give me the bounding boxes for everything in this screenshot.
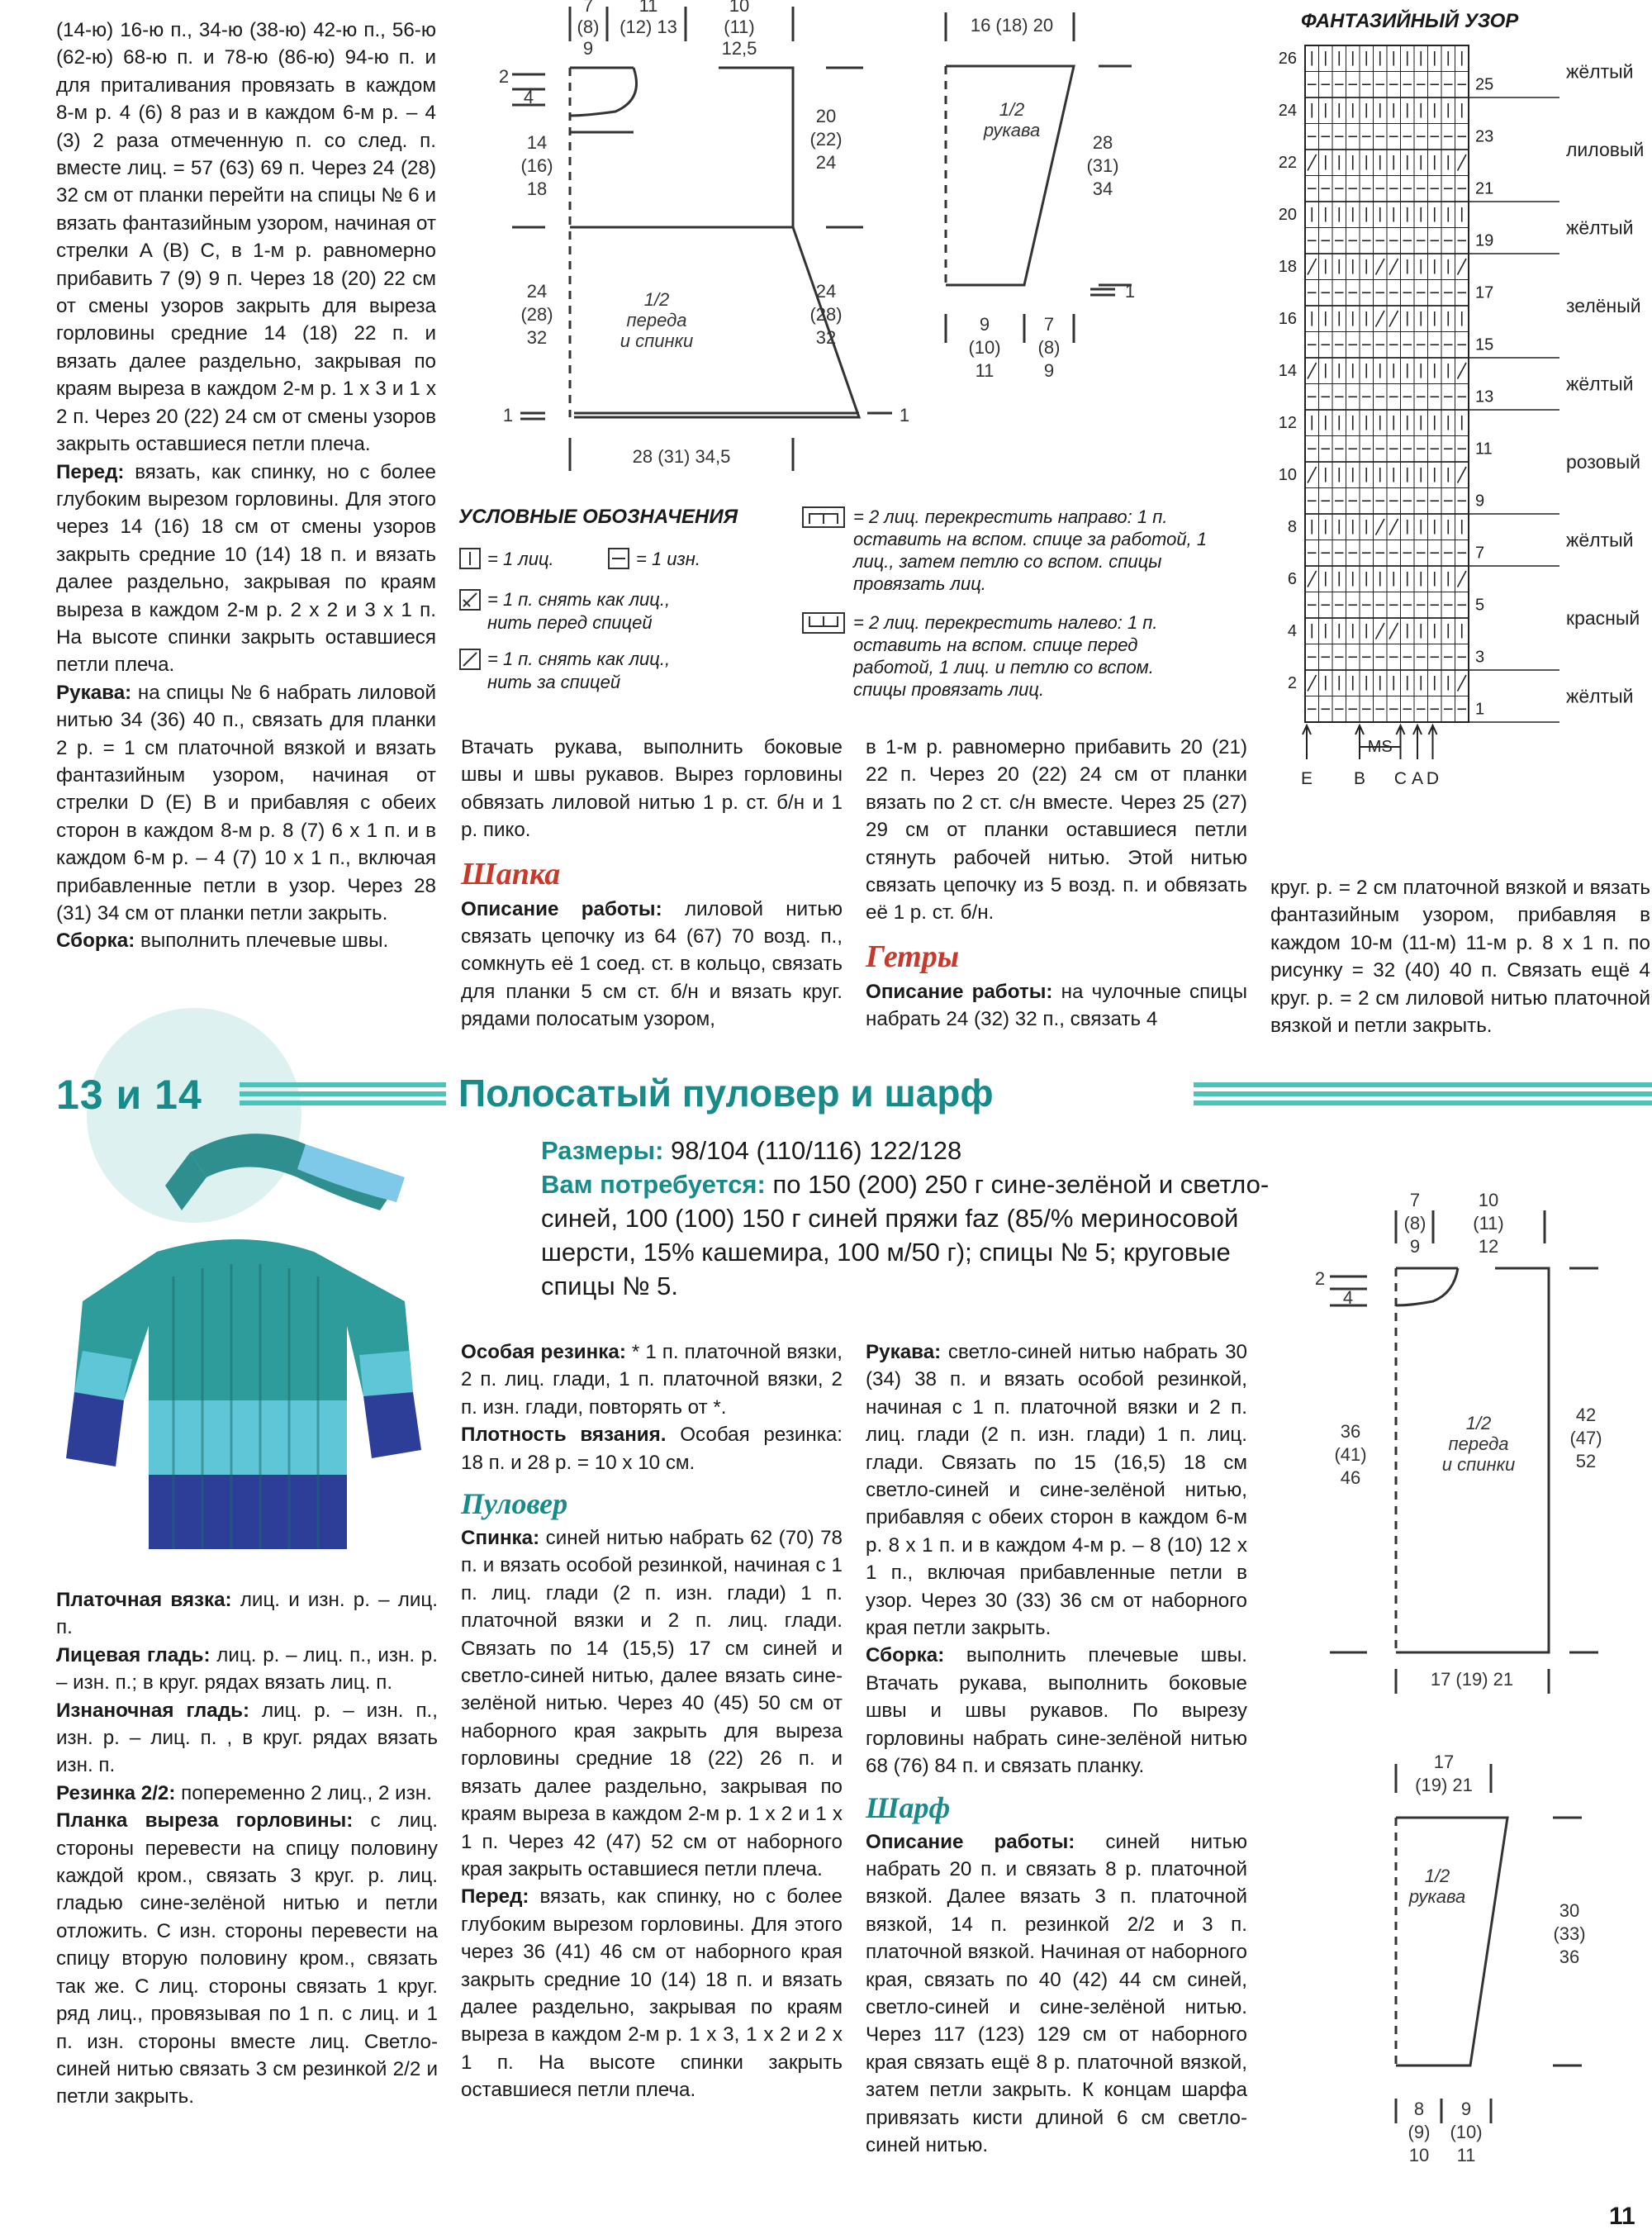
- dim-label: 9: [1043, 360, 1055, 381]
- dim-label: (8): [1403, 1213, 1427, 1234]
- dim-label: 7: [1043, 314, 1055, 335]
- knit-symbol-icon: [458, 547, 482, 570]
- row-number: 20: [1278, 206, 1297, 225]
- materials-label: Вам потребуется:: [541, 1170, 766, 1199]
- dim-label: (10): [1450, 2122, 1483, 2142]
- legend-knit: = 1 лиц.: [487, 549, 554, 569]
- diagram-front-back-2: [1305, 1190, 1652, 1702]
- piece-label: переда: [626, 310, 687, 330]
- dim-label: 42: [1575, 1405, 1597, 1425]
- row-number: 18: [1278, 258, 1297, 277]
- piece-label: 1/2: [643, 289, 670, 310]
- slip-back-symbol-icon: [458, 648, 482, 671]
- row-number: 22: [1278, 154, 1297, 173]
- dim-label: 30: [1559, 1900, 1580, 1921]
- piece-label: переда: [1448, 1433, 1509, 1454]
- dim-label: 17 (19) 21: [1430, 1669, 1514, 1690]
- dim-label: (8): [577, 17, 600, 37]
- stripe-color-label: жёлтый: [1566, 60, 1634, 83]
- arrow-label: C: [1393, 769, 1408, 788]
- row-number: 17: [1475, 283, 1494, 302]
- row-number: 26: [1278, 50, 1297, 69]
- stripe-color-label: жёлтый: [1566, 216, 1634, 239]
- dim-label: 7: [1409, 1190, 1421, 1210]
- diagram-sleeve-2: [1371, 1752, 1652, 2165]
- row-number: 15: [1475, 335, 1494, 354]
- teal-stripe-left: [240, 1082, 446, 1105]
- repeat-label: MS: [1367, 738, 1393, 756]
- chart-title: ФАНТАЗИЙНЫЙ УЗОР: [1301, 10, 1519, 32]
- dim-label: 11: [638, 0, 658, 16]
- materials-info: [541, 1134, 1284, 1303]
- dim-label: 11: [1456, 2145, 1476, 2165]
- paragraph: Резинка 2/2: попеременно 2 лиц., 2 изн.: [56, 1781, 432, 1804]
- stripe-color-label: красный: [1566, 607, 1640, 629]
- paragraph: Перед: вязать, как спинку, но с более глубоким вырезом горловины. Для этого через 36 (41) 46 см от наборного края закрыть средние 10 (14) 18 п. и вязать далее раздельно, закрывая по краям выреза в каждом 2-м р. 1 x 3, 1 x 2 и 2 x 1 п. На высоте спинки закрыть оставшиеся петли плеча.: [461, 1885, 843, 2102]
- dim-label: (28): [520, 304, 553, 325]
- dim-label: 28 (31) 34,5: [632, 446, 731, 467]
- legend-slip-front: = 1 п. снять как лиц., нить перед спицей: [487, 589, 671, 633]
- diagram-front-back-1: [487, 0, 910, 487]
- arrow-label: B: [1353, 769, 1366, 788]
- dim-label: 10: [729, 0, 750, 16]
- row-number: 25: [1475, 75, 1494, 94]
- dim-label: 12: [1478, 1236, 1499, 1257]
- stripe-color-label: жёлтый: [1566, 685, 1634, 707]
- column-4-top: [1270, 874, 1650, 1039]
- row-number: 23: [1475, 127, 1494, 146]
- dim-label: 34: [1092, 178, 1113, 199]
- column-1-bottom: [56, 1586, 438, 2111]
- paragraph: в 1-м р. равномерно прибавить 20 (21) 22 п. Через 20 (22) 24 см от планки вязать по 2 ст. с/н вместе. Через 25 (27) 29 см от планки оставшиеся петли стянуть рабочей нитью. Этой нитью связать цепочку из 5 возд. п. и обвязать её 1 р. ст. б/н.: [866, 736, 1247, 925]
- column-1-top: [56, 17, 436, 955]
- dim-label: 36: [1559, 1947, 1580, 1967]
- dim-label: 32: [815, 327, 837, 348]
- piece-label: рукава: [1408, 1886, 1466, 1907]
- legend-slip-back: = 1 п. снять как лиц., нить за спицей: [487, 649, 671, 692]
- dim-label: 12,5: [721, 38, 757, 59]
- row-number: 19: [1475, 231, 1494, 250]
- column-3-top: [866, 734, 1247, 1034]
- dim-label: (31): [1086, 155, 1119, 176]
- paragraph: Сборка: выполнить плечевые швы.: [56, 929, 389, 953]
- paragraph: Описание работы: лиловой нитью связать цепочку из 64 (67) 70 возд. п., сомкнуть её 1 соед. ст. в кольцо, связать для планки 5 см ст. б/н и вязать круг. рядами полосатым узором,: [461, 897, 843, 1031]
- legend-title: УСЛОВНЫЕ ОБОЗНАЧЕНИЯ: [458, 506, 738, 528]
- dim-label: 16 (18) 20: [970, 15, 1054, 36]
- paragraph: Изнаночная гладь: лиц. р. – изн. п., изн. р. – лиц. п. , в круг. рядах вязать изн. п.: [56, 1699, 438, 1777]
- sizes-value: 98/104 (110/116) 122/128: [663, 1136, 962, 1165]
- piece-label: 1/2: [1465, 1413, 1492, 1433]
- dim-label: 46: [1340, 1467, 1361, 1488]
- pattern-chart: [1264, 37, 1652, 788]
- row-number: 2: [1287, 674, 1297, 693]
- dim-label: 32: [526, 327, 548, 348]
- piece-label: 1/2: [999, 99, 1025, 120]
- dim-label: (47): [1569, 1428, 1602, 1448]
- legend-purl: = 1 изн.: [636, 549, 700, 569]
- row-number: 16: [1278, 310, 1297, 329]
- row-number: 11: [1475, 440, 1493, 459]
- dim-label: 4: [523, 87, 534, 107]
- dim-label: 10: [1478, 1190, 1499, 1210]
- page-number: 11: [1609, 2203, 1635, 2230]
- arrow-label: A: [1411, 769, 1424, 788]
- row-number: 7: [1475, 544, 1485, 563]
- cross-left-symbol-icon: [801, 611, 846, 635]
- row-number: 6: [1287, 570, 1297, 589]
- row-number: 21: [1475, 179, 1494, 198]
- dim-label: 9: [979, 314, 990, 335]
- paragraph: Описание работы: на чулочные спицы набрать 24 (32) 32 п., связать 4: [866, 980, 1247, 1031]
- dim-label: 24: [526, 281, 548, 302]
- piece-label: рукава: [983, 120, 1041, 140]
- purl-symbol-icon: [607, 547, 630, 570]
- column-2-bottom: [461, 1338, 843, 2104]
- row-number: 4: [1287, 622, 1297, 641]
- piece-label: 1/2: [1424, 1866, 1450, 1886]
- dim-label: 20: [815, 106, 837, 126]
- dim-label: 2: [498, 66, 510, 87]
- sizes-label: Размеры:: [541, 1136, 664, 1165]
- dim-label: (11): [724, 17, 755, 37]
- legend-cross-right: = 2 лиц. перекрестить направо: 1 п. оставить на вспом. спице за работой, 1 лиц., затем петлю со вспом. спицы провязать лиц.: [853, 506, 1208, 594]
- section-title: Полосатый пуловер и шарф: [458, 1072, 994, 1115]
- paragraph: Плотность вязания. Особая резинка: 18 п. и 28 р. = 10 x 10 см.: [461, 1424, 843, 1474]
- row-number: 14: [1278, 362, 1297, 381]
- stripe-color-label: розовый: [1566, 451, 1641, 473]
- paragraph: Втачать рукава, выполнить боковые швы и швы рукавов. Вырез горловины обвязать лиловой нитью 1 р. ст. б/н и 1 р. пико.: [461, 736, 843, 842]
- stripe-color-label: зелёный: [1566, 295, 1641, 316]
- stripe-color-label: жёлтый: [1566, 373, 1634, 395]
- dim-label: 24: [815, 152, 837, 173]
- paragraph: Планка выреза горловины: с лиц. стороны перевести на спицу половину каждой кром., связать 3 круг. р. лиц. гладью сине-зелёной нитью и петли отложить. С изн. стороны перевести на спицу вторую половину кром., связать так же. С лиц. стороны связать 1 круг. ряд лиц., провязывая по 1 п. с лиц. и 1 п. изн. стороны вместе лиц. Светло-синей нитью связать 3 см резинкой 2/2 и петли закрыть.: [56, 1809, 438, 2108]
- dim-label: (10): [968, 337, 1001, 358]
- dim-label: (22): [809, 129, 843, 150]
- column-3-bottom: [866, 1338, 1247, 2159]
- dim-label: 11: [975, 360, 995, 381]
- piece-label: и спинки: [1441, 1454, 1516, 1475]
- arrow-label: E: [1300, 769, 1313, 788]
- dim-label: (8): [1037, 337, 1061, 358]
- dim-label: 7: [582, 0, 594, 16]
- dim-label: (9): [1408, 2122, 1431, 2142]
- dim-label: 8: [1413, 2099, 1425, 2119]
- diagram-sleeve-1: [933, 0, 1206, 397]
- row-number: 10: [1278, 466, 1297, 485]
- dim-label: 14: [526, 132, 548, 153]
- paragraph: Сборка: выполнить плечевые швы. Втачать рукава, выполнить боковые швы и швы рукавов. По вырезу горловины набрать сине-зелёной нитью 68 (76) 84 п. и связать планку.: [866, 1644, 1247, 1778]
- row-number: 1: [1475, 700, 1485, 719]
- row-number: 3: [1475, 648, 1485, 667]
- stripe-color-label: лиловый: [1566, 139, 1645, 160]
- row-number: 13: [1475, 387, 1494, 406]
- row-number: 12: [1278, 414, 1297, 433]
- section-heading: Шарф: [866, 1790, 951, 1824]
- dim-label: 24: [815, 281, 837, 302]
- row-number: 9: [1475, 492, 1485, 511]
- teal-stripe-right: [1194, 1082, 1652, 1105]
- arrow-label: D: [1426, 769, 1440, 788]
- sweater-photo: [33, 1120, 463, 1582]
- paragraph: Рукава: на спицы № 6 набрать лиловой нитью 34 (36) 40 п., связать для планки 2 р. = 1 см платочной вязкой и вязать фантазийным узором, начиная от стрелки D (E) B и прибавляя с обеих сторон в каждом 8-м р. 8 (7) 6 x 1 п. и в каждом 6-м р. – 4 (7) 10 x 1 п., включая прибавленные петли в узор. Через 28 (31) 34 см от планки петли закрыть.: [56, 681, 436, 925]
- dim-label: 52: [1575, 1451, 1597, 1471]
- paragraph: Платочная вязка: лиц. и изн. р. – лиц. п.: [56, 1589, 439, 1639]
- cross-right-symbol-icon: [801, 506, 846, 529]
- section-number: 13 и 14: [56, 1072, 202, 1118]
- paragraph: Описание работы: синей нитью набрать 20 п. и связать 8 р. платочной вязкой. Далее вязать 3 п. платочной вязкой, 14 п. резинкой 2/2 и 3 п. платочной вязкой. Начиная от наборного края, связать по 40 (42) 44 см синей, светло-синей и сине-зелёной нитью. Через 117 (123) 129 см от наборного края связать ещё 8 р. платочной вязкой, затем петли закрыть. К концам шарфа привязать кисти длиной 6 см светло-синей нитью.: [866, 1830, 1247, 2156]
- dim-label: 18: [526, 178, 548, 199]
- section-heading: Гетры: [866, 939, 960, 974]
- dim-label: 28: [1092, 132, 1113, 153]
- dim-label: 36: [1340, 1421, 1361, 1442]
- paragraph: Рукава: светло-синей нитью набрать 30 (34) 38 п. и вязать особой резинкой, начиная с 1 п. платочной вязки и 2 п. лиц. глади (2 п. изн. глади) 1 п. лиц. глади. Связать по 15 (16,5) 18 см светло-синей и сине-зелёной нитью, прибавляя с обеих сторон в каждом 6-м р. 8 x 1 п. и в каждом 4-м р. – 8 (10) 12 x 1 п., включая прибавленные петли в узор. Через 30 (33) 36 см от наборного края петли закрыть.: [866, 1341, 1247, 1640]
- dim-label: 17: [1433, 1752, 1455, 1772]
- sweater: [66, 1239, 421, 1549]
- dim-label: 4: [1342, 1287, 1354, 1308]
- dim-label: 9: [1460, 2099, 1472, 2119]
- row-number: 8: [1287, 518, 1297, 537]
- section-heading: Пуловер: [461, 1487, 568, 1521]
- dim-label: (19) 21: [1415, 1775, 1473, 1795]
- dim-label: 1: [502, 405, 514, 425]
- section-heading: Шапка: [461, 856, 561, 891]
- dim-label: 1: [899, 405, 910, 425]
- dim-label: (28): [809, 304, 843, 325]
- paragraph: Особая резинка: * 1 п. платочной вязки, 2 п. лиц. глади, 1 п. платочной вязки, 2 п. изн. глади, повторять от *.: [461, 1341, 843, 1419]
- legend-cross-left: = 2 лиц. перекрестить налево: 1 п. оставить на вспом. спице перед работой, 1 лиц. и петлю со вспом. спицы провязать лиц.: [853, 612, 1158, 700]
- row-number: 24: [1278, 102, 1297, 121]
- slip-front-symbol-icon: [458, 588, 482, 611]
- row-number: 5: [1475, 596, 1485, 615]
- paragraph: Перед: вязать, как спинку, но с более глубоким вырезом горловины. Для этого через 14 (16) 18 см от смены узоров закрыть средние 10 (14) 18 п. и вязать далее раздельно, закрывая по краям выреза в каждом 2-м р. 2 x 2 и 3 x 1 п. На высоте спинки закрыть оставшиеся петли плеча.: [56, 460, 436, 677]
- dim-label: 10: [1408, 2145, 1430, 2165]
- legend: [458, 506, 1218, 753]
- dim-label: (12) 13: [620, 17, 677, 37]
- dim-label: (41): [1334, 1444, 1367, 1465]
- dim-label: (33): [1553, 1923, 1586, 1944]
- paragraph: Спинка: синей нитью набрать 62 (70) 78 п. и вязать особой резинкой, начиная с 1 п. лиц. глади (2 п. изн. глади) 1 п. платочной вязки и 2 п. лиц. глади. Связать по 14 (15,5) 17 см синей и светло-синей нитью, далее вязать сине-зелёной нитью. Через 40 (45) 50 см от наборного края закрыть для выреза горловины средние 18 (22) 26 п. и вязать далее раздельно, закрывая по краям выреза в каждом 2-м р. 1 x 2 и 1 x 1 п. Через 42 (47) 52 см от наборного края закрыть оставшиеся петли плеча.: [461, 1527, 843, 1880]
- dim-label: 9: [1409, 1236, 1421, 1257]
- piece-label: и спинки: [620, 330, 694, 351]
- dim-label: 9: [582, 38, 594, 59]
- column-2-top: [461, 734, 843, 1034]
- dim-label: (11): [1473, 1213, 1504, 1234]
- paragraph: круг. р. = 2 см платочной вязкой и вязать фантазийным узором, прибавляя в каждом 10-м (11-м) 11-м р. 8 x 1 п. по рисунку = 32 (40) 40 п. Связать ещё 4 круг. р. = 2 см лиловой нитью платочной вязкой и петли закрыть.: [1270, 877, 1650, 1038]
- scarf: [165, 1134, 405, 1210]
- paragraph: (14-ю) 16-ю п., 34-ю (38-ю) 42-ю п., 56-ю (62-ю) 68-ю п. и 78-ю (86-ю) 94-ю п. и для приталивания провязать в каждом 8-м р. 4 (6) 8 раз и в каждом 6-м р. – 4 (3) 2 раза отмеченную п. со след. п. вместе лиц. = 57 (63) 69 п. Через 24 (28) 32 см от планки перейти на спицы № 6 и вязать фантазийным узором, начиная от стрелки A (B) C, в 1-м р. равномерно прибавить 7 (9) 9 п. Через 18 (20) 22 см от смены узоров закрыть для выреза горловины средние 14 (18) 22 п. и вязать далее раздельно, закрывая по краям выреза в каждом 2-м р. 1 x 3 и 1 x 2 п. Через 20 (22) 24 см от смены узоров закрыть оставшиеся петли плеча.: [56, 19, 436, 456]
- stripe-color-label: жёлтый: [1566, 529, 1634, 551]
- materials-value: по 150 (200) 250 г сине-зелёной и светло-синей, 100 (100) 150 г синей пряжи faz (85/% мериносовой шерсти, 15% кашемира, 100 м/50 г); спицы № 5; круговые спицы № 5.: [541, 1170, 1270, 1300]
- dim-label: 2: [1314, 1268, 1326, 1289]
- dim-label: (16): [520, 155, 553, 176]
- dim-label: 1: [1124, 281, 1136, 302]
- paragraph: Лицевая гладь: лиц. р. – лиц. п., изн. р. – изн. п.; в круг. рядах вязать лиц. п.: [56, 1643, 438, 1695]
